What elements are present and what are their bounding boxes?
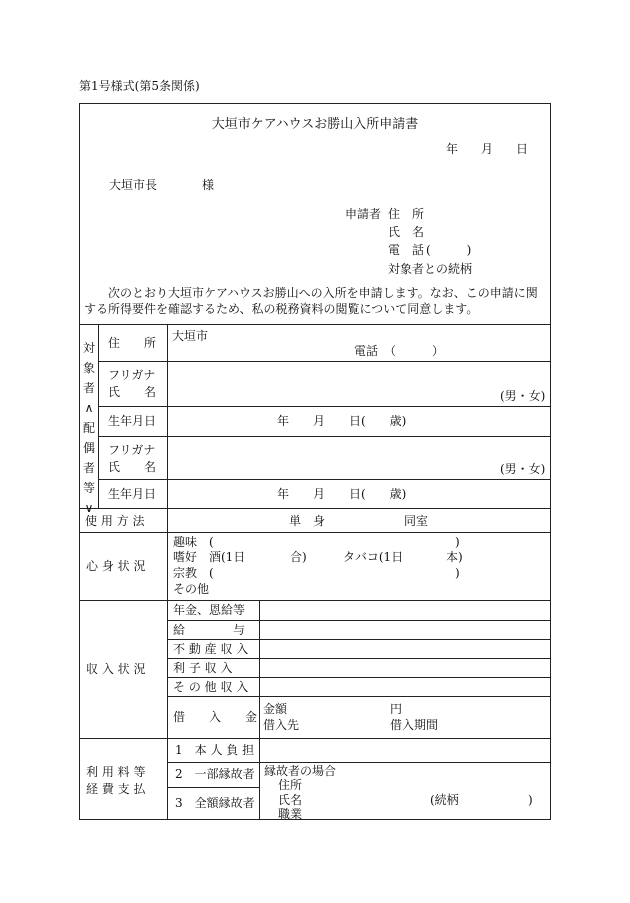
side-char: ∧ bbox=[84, 401, 94, 415]
relative-name-label: 氏名 bbox=[278, 793, 303, 807]
target-phone: 電話 （ ） bbox=[354, 344, 445, 358]
date-year: 年 bbox=[446, 142, 459, 156]
side-char: 者 bbox=[82, 381, 95, 395]
loan-yen: 円 bbox=[390, 702, 403, 716]
divider bbox=[98, 406, 551, 407]
divider bbox=[79, 508, 551, 509]
relative-relation-label: (続柄 bbox=[430, 793, 459, 807]
health-sake-unit: 合) bbox=[290, 550, 307, 564]
target-address-label: 住 所 bbox=[108, 336, 157, 350]
statement-text: 次のとおり大垣市ケアハウスお勝山への入所を申請します。なお、この申請に関する所得要件を確認するため、私の税務資料の閲覧について同意します。 bbox=[84, 286, 538, 316]
relative-relation-close: ) bbox=[528, 793, 533, 807]
income-label: 収 入 状 況 bbox=[86, 662, 146, 676]
divider bbox=[259, 600, 260, 820]
date-day: 日 bbox=[516, 142, 529, 156]
divider bbox=[98, 479, 551, 480]
spouse-gender: (男・女) bbox=[500, 462, 546, 476]
divider bbox=[167, 762, 551, 763]
income-pension: 年金、恩給等 bbox=[173, 603, 246, 617]
target-birth-value: 年 月 日( 歳) bbox=[277, 414, 407, 428]
usage-single: 単 身 bbox=[289, 514, 326, 528]
divider bbox=[79, 324, 551, 325]
health-hobby: 趣味 ( bbox=[173, 535, 214, 549]
side-char: 象 bbox=[82, 361, 95, 375]
target-furigana-label: フリガナ bbox=[108, 368, 156, 382]
loan-amount-label: 金額 bbox=[263, 702, 288, 716]
health-other: その他 bbox=[173, 582, 210, 596]
income-other: そ の 他 収 入 bbox=[173, 680, 249, 694]
divider bbox=[167, 639, 551, 640]
date-month: 月 bbox=[481, 142, 494, 156]
addressee-sama: 様 bbox=[202, 178, 215, 192]
relative-address-label: 住所 bbox=[278, 778, 303, 792]
divider bbox=[167, 677, 551, 678]
health-religion: 宗教 ( bbox=[173, 566, 214, 580]
relative-case-label: 縁故者の場合 bbox=[264, 764, 337, 778]
fee-label: 利 用 料 等 bbox=[86, 765, 146, 779]
side-char: ∨ bbox=[84, 501, 94, 515]
divider bbox=[98, 436, 551, 437]
divider bbox=[167, 696, 551, 697]
usage-label: 使 用 方 法 bbox=[85, 514, 145, 528]
applicant-phone-label: 電 話 bbox=[388, 243, 425, 257]
target-name-label: 氏 名 bbox=[108, 385, 157, 399]
usage-shared: 同室 bbox=[404, 514, 429, 528]
divider bbox=[167, 787, 259, 788]
relative-job-label: 職業 bbox=[278, 807, 303, 821]
health-tobacco-unit: 本) bbox=[446, 550, 463, 564]
health-label: 心 身 状 況 bbox=[86, 559, 146, 573]
target-gender: (男・女) bbox=[500, 389, 546, 403]
side-char: 等 bbox=[82, 481, 95, 495]
fee-option-full: 3 全額縁故者 bbox=[175, 796, 255, 810]
form-title: 大垣市ケアハウスお勝山入所申請書 bbox=[211, 117, 419, 132]
income-loan: 借 入 金 bbox=[173, 710, 258, 724]
income-realestate: 不 動 産 収 入 bbox=[173, 642, 249, 656]
divider bbox=[79, 600, 551, 601]
loan-period-label: 借入期間 bbox=[390, 718, 439, 732]
divider bbox=[98, 361, 551, 362]
spouse-birth-value: 年 月 日( 歳) bbox=[277, 487, 407, 501]
target-address-value: 大垣市 bbox=[172, 329, 209, 343]
side-char: 配 bbox=[82, 421, 95, 435]
fee-label-2: 経 費 支 払 bbox=[86, 782, 146, 796]
spouse-name-label: 氏 名 bbox=[108, 460, 157, 474]
applicant-relation-label: 対象者との続柄 bbox=[388, 262, 473, 276]
divider bbox=[79, 532, 551, 533]
applicant-label: 申請者 bbox=[345, 207, 382, 221]
income-salary: 給 与 bbox=[173, 623, 246, 637]
fee-option-self: 1 本 人 負 担 bbox=[175, 743, 255, 757]
health-religion-close: ) bbox=[455, 566, 460, 580]
divider bbox=[98, 324, 99, 508]
applicant-name-label: 氏 名 bbox=[388, 225, 425, 239]
loan-lender-label: 借入先 bbox=[263, 718, 300, 732]
health-taste: 嗜好 酒(1日 bbox=[173, 550, 246, 564]
fee-option-partial: 2 一部縁故者 bbox=[175, 767, 255, 781]
divider bbox=[79, 738, 551, 739]
divider bbox=[167, 658, 551, 659]
spouse-birth-label: 生年月日 bbox=[108, 487, 157, 501]
income-interest: 利 子 収 入 bbox=[173, 661, 233, 675]
applicant-address-label: 住 所 bbox=[388, 207, 425, 221]
spouse-furigana-label: フリガナ bbox=[108, 443, 156, 457]
target-birth-label: 生年月日 bbox=[108, 414, 157, 428]
side-char: 偶 bbox=[82, 441, 95, 455]
divider bbox=[167, 620, 551, 621]
addressee-mayor: 大垣市長 bbox=[109, 178, 158, 192]
applicant-phone-field: ( ) bbox=[426, 243, 472, 257]
form-number: 第1号様式(第5条関係) bbox=[79, 79, 200, 93]
target-side-label bbox=[82, 338, 96, 518]
side-char: 対 bbox=[82, 341, 95, 355]
health-tobacco: タバコ(1日 bbox=[343, 550, 404, 564]
side-char: 者 bbox=[82, 461, 95, 475]
divider bbox=[167, 324, 168, 820]
health-hobby-close: ) bbox=[455, 535, 460, 549]
